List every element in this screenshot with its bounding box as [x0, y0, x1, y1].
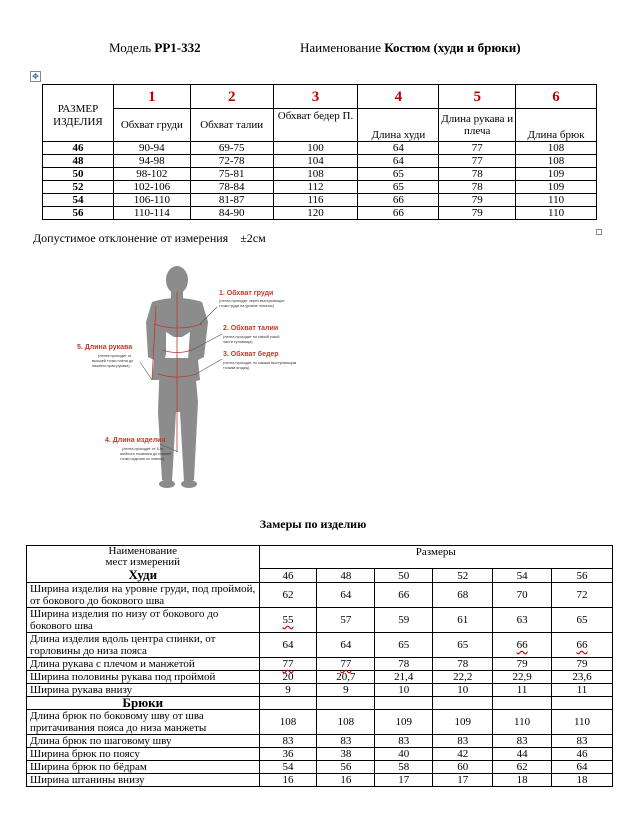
- measurement-value: 64: [552, 761, 613, 774]
- measurement-value: 65: [552, 608, 613, 633]
- value-cell: 98-102: [113, 168, 190, 181]
- measurement-name: Длина брюк по шаговому шву: [27, 735, 260, 748]
- measurement-name: Ширина брюк по поясу: [27, 748, 260, 761]
- value-cell: 120: [273, 207, 358, 220]
- length-label: 4. Длина изделия: [105, 437, 166, 444]
- empty-cell: [493, 697, 552, 710]
- measurement-value: 110: [552, 710, 613, 735]
- measurement-value: 17: [433, 774, 493, 787]
- measurement-value: 79: [552, 658, 613, 671]
- col-name: Длина брюк: [516, 109, 597, 142]
- size-column-header: 56: [552, 569, 613, 583]
- measurement-value: 77: [259, 658, 317, 671]
- value-cell: 109: [516, 168, 597, 181]
- measurement-value: 83: [493, 735, 552, 748]
- measurement-value: 58: [375, 761, 433, 774]
- size-column-header: 52: [433, 569, 493, 583]
- measurement-name: Длина брюк по боковому шву от шва притачивания пояса до низа манжеты: [27, 710, 260, 735]
- value-cell: 94-98: [113, 155, 190, 168]
- product-name-label: Наименование: [300, 40, 385, 55]
- hips-note: (лента проходит по самым выступающим: [223, 361, 297, 365]
- measurement-value: 55: [259, 608, 317, 633]
- size-column-header: 50: [375, 569, 433, 583]
- measurement-row: [27, 633, 613, 658]
- measurement-row: [27, 671, 613, 684]
- table-move-handle-icon[interactable]: ✥: [30, 71, 41, 82]
- measurement-value: 109: [375, 710, 433, 735]
- measurement-value: 57: [317, 608, 375, 633]
- measurement-value: 42: [433, 748, 493, 761]
- col-name: Обхват талии: [190, 109, 273, 142]
- hips-label: 3. Обхват бедер: [223, 351, 279, 358]
- sleeve-note: нижнего края рукава): [92, 364, 130, 368]
- product-name-line: [300, 40, 521, 56]
- measurement-value: 79: [493, 658, 552, 671]
- empty-cell: [317, 697, 375, 710]
- hoodie-category: Худи: [128, 567, 158, 582]
- chest-label: 1. Обхват груди: [219, 290, 274, 297]
- measurements-table: [26, 545, 613, 787]
- waist-note: (лента проходит по самой узкой: [223, 335, 280, 339]
- measurement-value: 22,9: [493, 671, 552, 684]
- pants-category: Брюки: [27, 697, 260, 710]
- measurement-value: 108: [317, 710, 375, 735]
- sleeve-note: высшей точки плеча до: [92, 359, 134, 363]
- measurement-value: 66: [493, 633, 552, 658]
- col-number: 6: [516, 85, 597, 109]
- size-cell: 46: [43, 142, 114, 155]
- measurement-name: Длина рукава с плечом и манжетой: [27, 658, 260, 671]
- value-cell: 100: [273, 142, 358, 155]
- model-label: Модель: [109, 40, 155, 55]
- size-row: [43, 155, 597, 168]
- value-cell: 66: [358, 194, 439, 207]
- waist-note: части туловища): [223, 340, 253, 344]
- measurement-value: 108: [259, 710, 317, 735]
- measurement-name: Ширина штанины внизу: [27, 774, 260, 787]
- value-cell: 72-78: [190, 155, 273, 168]
- category-row: [27, 697, 613, 710]
- value-cell: 65: [358, 181, 439, 194]
- size-row: [43, 181, 597, 194]
- measurement-value: 9: [317, 684, 375, 697]
- measurement-value: 83: [375, 735, 433, 748]
- col-name: Длина рукава и плеча: [439, 109, 516, 142]
- col-number: 1: [113, 85, 190, 109]
- measurement-value: 78: [375, 658, 433, 671]
- tolerance-value: ±2см: [240, 231, 266, 245]
- measurement-value: 18: [552, 774, 613, 787]
- measurement-value: 62: [493, 761, 552, 774]
- col-number: 5: [439, 85, 516, 109]
- name-header-line: Наименование: [108, 545, 178, 557]
- measurement-value: 23,6: [552, 671, 613, 684]
- value-cell: 112: [273, 181, 358, 194]
- length-note: (лента проходит от 6-го: [122, 447, 164, 451]
- measurement-value: 20: [259, 671, 317, 684]
- col-number: 3: [273, 85, 358, 109]
- size-cell: 48: [43, 155, 114, 168]
- value-cell: 106-110: [113, 194, 190, 207]
- measurement-value: 77: [317, 658, 375, 671]
- size-header: РАЗМЕР ИЗДЕЛИЯ: [43, 85, 114, 142]
- measurement-value: 83: [259, 735, 317, 748]
- measurement-value: 20,7: [317, 671, 375, 684]
- value-cell: 64: [358, 155, 439, 168]
- measurement-value: 21,4: [375, 671, 433, 684]
- sleeve-note: (лента проходит от: [98, 354, 132, 358]
- value-cell: 75-81: [190, 168, 273, 181]
- empty-cell: [433, 697, 493, 710]
- measurement-value: 70: [493, 583, 552, 608]
- chest-note: (лента проходит через выступающие: [219, 299, 285, 303]
- measurement-value: 66: [375, 583, 433, 608]
- measurement-name: Ширина изделия на уровне груди, под проймой, от бокового до бокового шва: [27, 583, 260, 608]
- col-name: Обхват бедер П.: [273, 109, 358, 142]
- value-cell: 110: [516, 207, 597, 220]
- measurement-value: 60: [433, 761, 493, 774]
- measurement-value: 46: [552, 748, 613, 761]
- measurement-value: 65: [375, 633, 433, 658]
- measurement-value: 38: [317, 748, 375, 761]
- col-number: 2: [190, 85, 273, 109]
- measurement-value: 110: [493, 710, 552, 735]
- measurement-value: 22,2: [433, 671, 493, 684]
- size-row: [43, 168, 597, 181]
- hips-note: точкам ягодиц): [223, 366, 250, 370]
- empty-cell: [375, 697, 433, 710]
- measurement-value: 54: [259, 761, 317, 774]
- measurement-row: [27, 583, 613, 608]
- measurement-value: 10: [375, 684, 433, 697]
- value-cell: 109: [516, 181, 597, 194]
- measurement-value: 44: [493, 748, 552, 761]
- measurement-row: [27, 748, 613, 761]
- measurement-value: 109: [433, 710, 493, 735]
- value-cell: 69-75: [190, 142, 273, 155]
- size-column-header: 48: [317, 569, 375, 583]
- value-cell: 78: [439, 168, 516, 181]
- length-note: шейного позвонка до нижней: [120, 452, 172, 456]
- measurement-row: [27, 761, 613, 774]
- measurement-value: 61: [433, 608, 493, 633]
- measurement-row: [27, 658, 613, 671]
- value-cell: 104: [273, 155, 358, 168]
- measurement-name: Ширина брюк по бёдрам: [27, 761, 260, 774]
- value-cell: 108: [516, 155, 597, 168]
- measurement-value: 83: [552, 735, 613, 748]
- measurement-value: 18: [493, 774, 552, 787]
- value-cell: 81-87: [190, 194, 273, 207]
- name-header: [27, 546, 260, 583]
- measurement-name: Ширина половины рукава под проймой: [27, 671, 260, 684]
- value-cell: 108: [273, 168, 358, 181]
- measurement-value: 11: [493, 684, 552, 697]
- measurement-value: 56: [317, 761, 375, 774]
- size-row: [43, 142, 597, 155]
- measurement-value: 40: [375, 748, 433, 761]
- col-name: Обхват груди: [113, 109, 190, 142]
- value-cell: 79: [439, 194, 516, 207]
- measurement-row: [27, 710, 613, 735]
- size-column-header: 46: [259, 569, 317, 583]
- value-cell: 102-106: [113, 181, 190, 194]
- tolerance-text: Допустимое отклонение от измерения: [33, 231, 229, 245]
- value-cell: 79: [439, 207, 516, 220]
- measurement-value: 65: [433, 633, 493, 658]
- measurement-value: 17: [375, 774, 433, 787]
- value-cell: 78-84: [190, 181, 273, 194]
- size-row: [43, 194, 597, 207]
- measurement-value: 72: [552, 583, 613, 608]
- empty-cell: [552, 697, 613, 710]
- measurement-value: 62: [259, 583, 317, 608]
- measurement-value: 83: [317, 735, 375, 748]
- measurement-value: 64: [259, 633, 317, 658]
- measurement-value: 68: [433, 583, 493, 608]
- measurement-value: 78: [433, 658, 493, 671]
- value-cell: 110: [516, 194, 597, 207]
- measurement-value: 64: [317, 633, 375, 658]
- length-note: точки изделия по спинке): [120, 457, 165, 461]
- measurement-value: 59: [375, 608, 433, 633]
- size-cell: 56: [43, 207, 114, 220]
- measurement-value: 83: [433, 735, 493, 748]
- value-cell: 77: [439, 155, 516, 168]
- product-name-value: Костюм (худи и брюки): [384, 40, 521, 55]
- measurement-row: [27, 684, 613, 697]
- measurement-name: Длина изделия вдоль центра спинки, от горловины до низа пояса: [27, 633, 260, 658]
- chest-note: точки груди на уровне лопаток): [219, 304, 274, 308]
- size-cell: 52: [43, 181, 114, 194]
- table-resize-handle[interactable]: [596, 229, 602, 235]
- empty-cell: [259, 697, 317, 710]
- measurement-value: 9: [259, 684, 317, 697]
- value-cell: 116: [273, 194, 358, 207]
- size-row: [43, 207, 597, 220]
- measurement-figure: [70, 262, 340, 497]
- measurement-value: 16: [259, 774, 317, 787]
- value-cell: 90-94: [113, 142, 190, 155]
- measurement-value: 36: [259, 748, 317, 761]
- model-code: PP1-332: [154, 40, 201, 55]
- measurement-value: 66: [552, 633, 613, 658]
- sizes-header: Размеры: [259, 546, 612, 569]
- measurement-value: 64: [317, 583, 375, 608]
- value-cell: 66: [358, 207, 439, 220]
- value-cell: 84-90: [190, 207, 273, 220]
- value-cell: 110-114: [113, 207, 190, 220]
- name-header-line: мест измерений: [105, 556, 181, 568]
- value-cell: 78: [439, 181, 516, 194]
- col-name: Длина худи: [358, 109, 439, 142]
- value-cell: 108: [516, 142, 597, 155]
- body-silhouette-diagram: [70, 262, 340, 497]
- size-cell: 50: [43, 168, 114, 181]
- size-column-header: 54: [493, 569, 552, 583]
- size-table: [42, 84, 597, 220]
- measurement-name: Ширина изделия по низу от бокового до бокового шва: [27, 608, 260, 633]
- waist-label: 2. Обхват талии: [223, 325, 279, 332]
- measurement-row: [27, 774, 613, 787]
- value-cell: 77: [439, 142, 516, 155]
- measurement-value: 11: [552, 684, 613, 697]
- measurement-value: 10: [433, 684, 493, 697]
- measurement-row: [27, 608, 613, 633]
- col-number: 4: [358, 85, 439, 109]
- measurements-title: Замеры по изделию: [259, 517, 367, 531]
- measurement-row: [27, 735, 613, 748]
- tolerance-line: [33, 231, 266, 246]
- sleeve-label: 5. Длина рукава: [77, 344, 133, 351]
- size-cell: 54: [43, 194, 114, 207]
- value-cell: 65: [358, 168, 439, 181]
- measurement-value: 63: [493, 608, 552, 633]
- measurement-name: Ширина рукава внизу: [27, 684, 260, 697]
- measurement-value: 16: [317, 774, 375, 787]
- model-line: [109, 40, 201, 56]
- value-cell: 64: [358, 142, 439, 155]
